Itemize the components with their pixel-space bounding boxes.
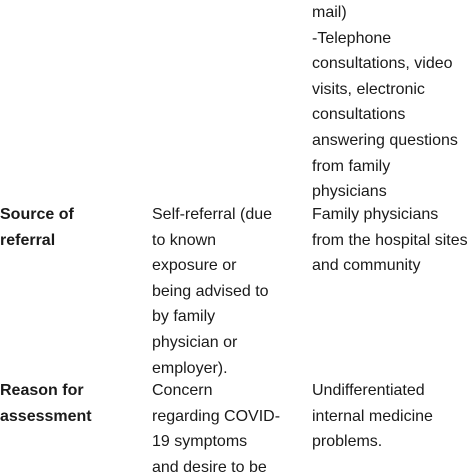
table-cell: mail) -Telephone consultations, video visits, electronic consultations answering questions from family physicians	[312, 4, 458, 201]
row-header-source-of-referral: Source of referral	[0, 206, 74, 249]
table-cell: Family physicians from the hospital sites and community	[312, 206, 468, 275]
row-header-reason-for-assessment: Reason for assessment	[0, 382, 92, 425]
table-cell: Undifferentiated internal medicine problems.	[312, 382, 433, 451]
table-cell: Self-referral (due to known exposure or being advised to by family physician or employer).	[152, 206, 273, 377]
table-cell: Concern regarding COVID- 19 symptoms and desire to be	[152, 382, 281, 474]
